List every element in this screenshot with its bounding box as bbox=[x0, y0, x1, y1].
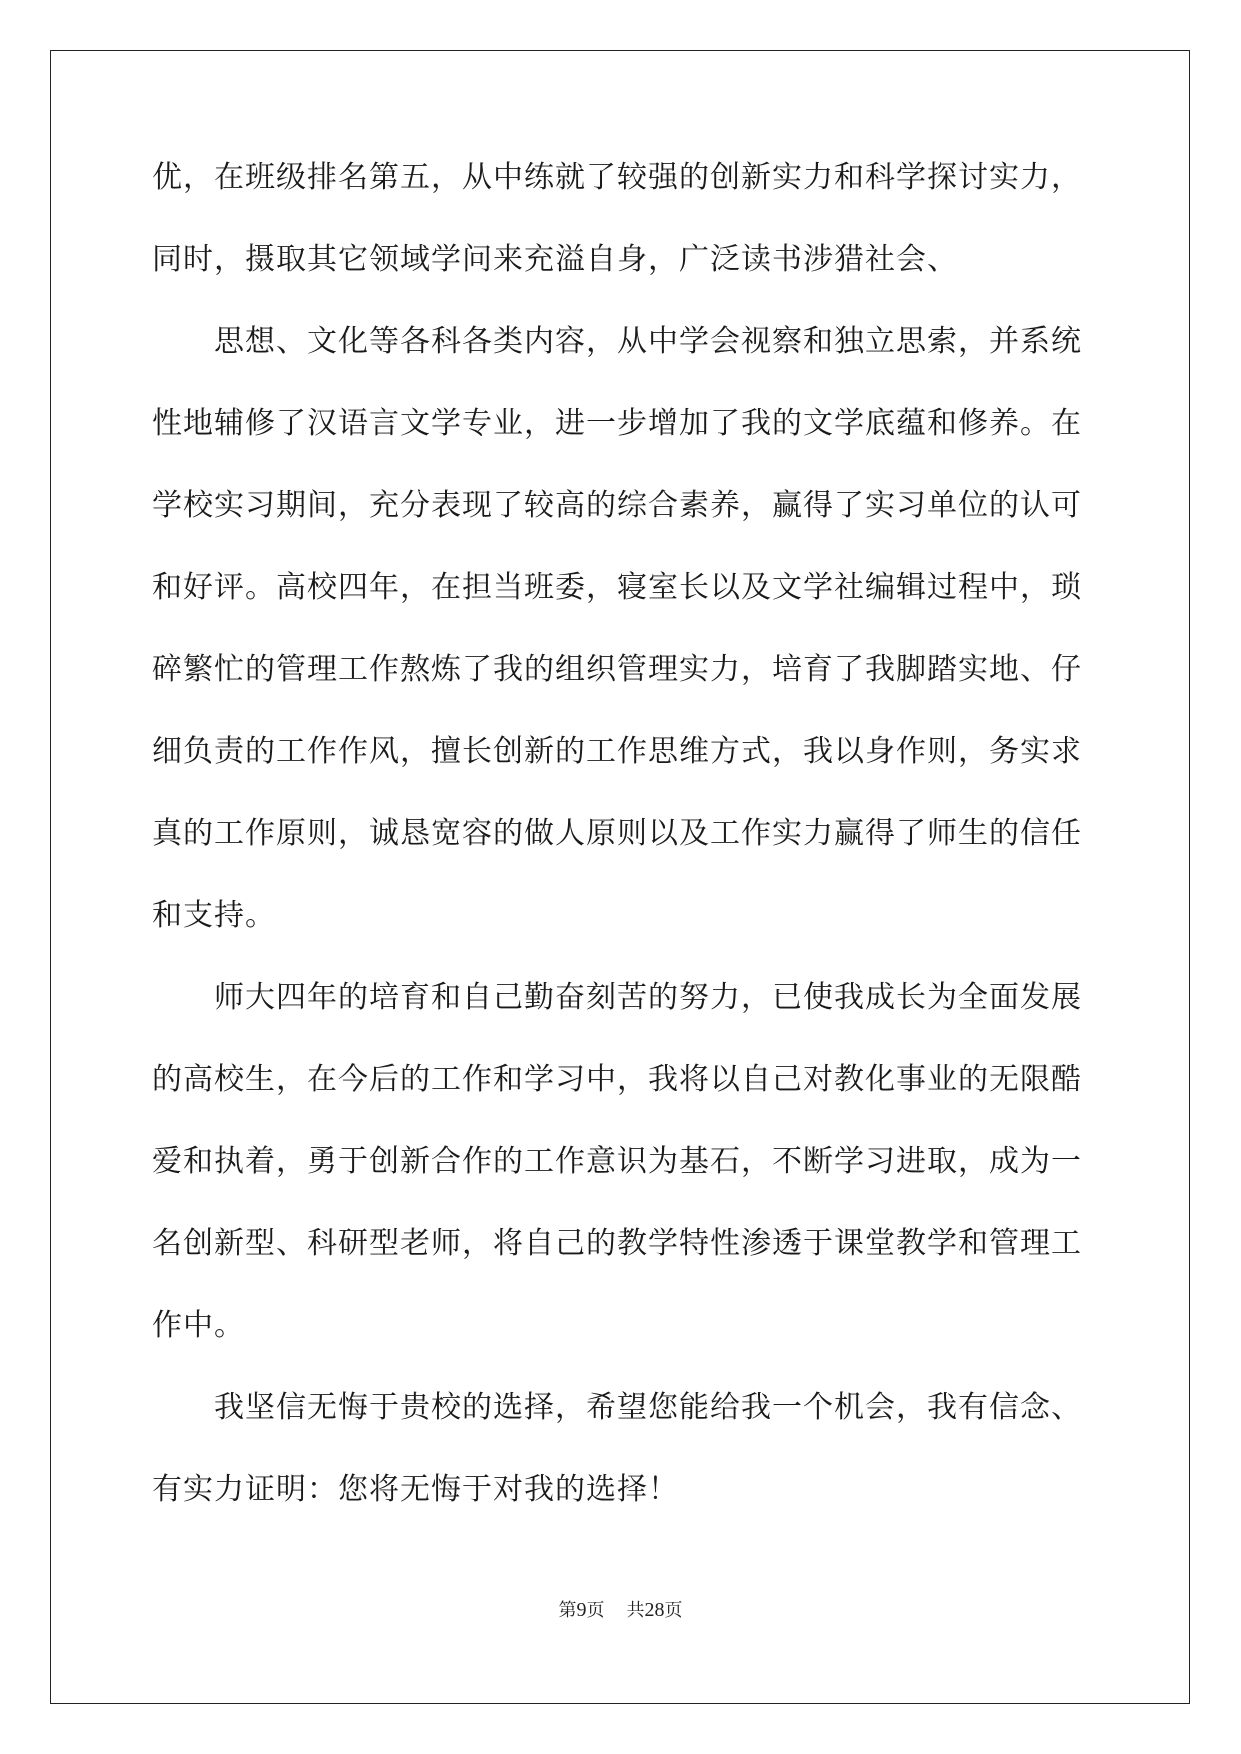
text-line: 学校实习期间，充分表现了较高的综合素养，赢得了实习单位的认可 bbox=[152, 488, 1082, 523]
text-line: 作中。 bbox=[152, 1308, 245, 1343]
text-line: 的高校生，在今后的工作和学习中，我将以自己对教化事业的无限酷 bbox=[152, 1062, 1082, 1097]
text-line: 名创新型、科研型老师，将自己的教学特性渗透于课堂教学和管理工 bbox=[152, 1226, 1082, 1261]
text-line: 有实力证明：您将无悔于对我的选择！ bbox=[152, 1472, 679, 1507]
text-line: 和支持。 bbox=[152, 898, 276, 933]
text-line: 性地辅修了汉语言文学专业，进一步增加了我的文学底蕴和修养。在 bbox=[152, 406, 1082, 441]
total-suffix: 页 bbox=[664, 1600, 683, 1621]
text-line: 思想、文化等各科各类内容，从中学会视察和独立思索，并系统 bbox=[214, 324, 1082, 359]
page-footer bbox=[0, 1596, 1241, 1622]
total-prefix: 共 bbox=[626, 1600, 645, 1621]
text-line: 碎繁忙的管理工作熬炼了我的组织管理实力，培育了我脚踏实地、仔 bbox=[152, 652, 1082, 687]
document-body bbox=[152, 158, 1092, 1552]
text-line: 真的工作原则，诚恳宽容的做人原则以及工作实力赢得了师生的信任 bbox=[152, 816, 1082, 851]
text-line: 优，在班级排名第五，从中练就了较强的创新实力和科学探讨实力， bbox=[152, 160, 1082, 195]
text-line: 师大四年的培育和自己勤奋刻苦的努力，已使我成长为全面发展 bbox=[214, 980, 1082, 1015]
total-pages: 28 bbox=[644, 1599, 665, 1621]
page-prefix: 第 bbox=[558, 1600, 577, 1621]
page-number: 9 bbox=[576, 1599, 587, 1621]
page-suffix: 页 bbox=[586, 1600, 605, 1621]
text-line: 和好评。高校四年，在担当班委，寝室长以及文学社编辑过程中，琐 bbox=[152, 570, 1082, 605]
text-line: 同时，摄取其它领域学问来充溢自身，广泛读书涉猎社会、 bbox=[152, 242, 958, 277]
text-line: 细负责的工作作风，擅长创新的工作思维方式，我以身作则，务实求 bbox=[152, 734, 1082, 769]
text-line: 爱和执着，勇于创新合作的工作意识为基石，不断学习进取，成为一 bbox=[152, 1144, 1082, 1179]
text-line: 我坚信无悔于贵校的选择，希望您能给我一个机会，我有信念、 bbox=[214, 1390, 1082, 1425]
